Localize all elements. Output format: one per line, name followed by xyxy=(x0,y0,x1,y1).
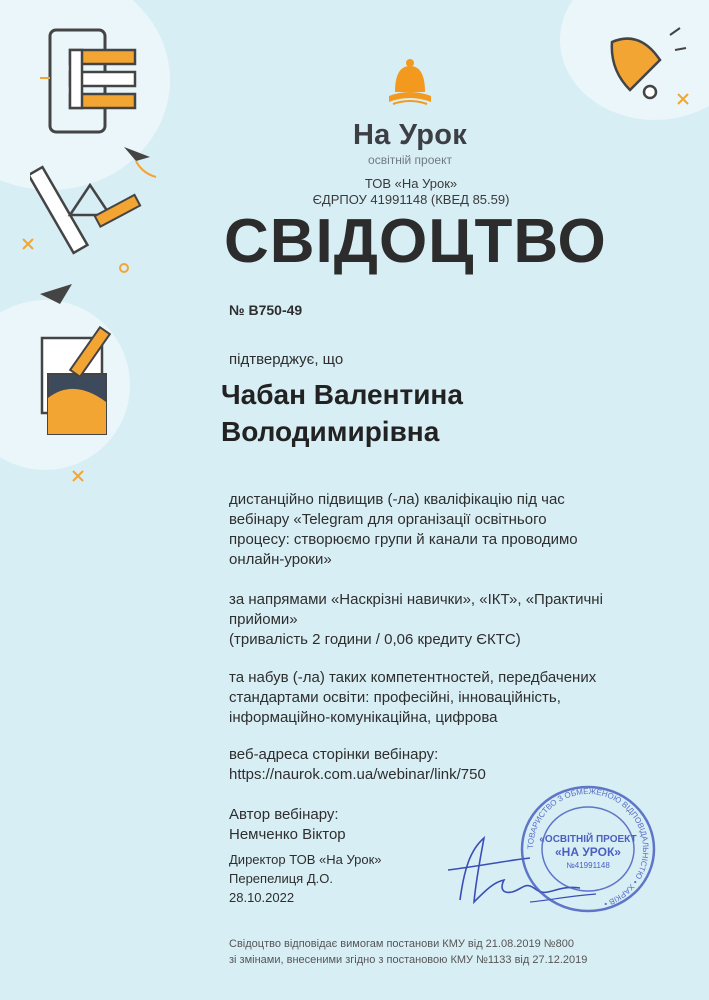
text-line: вебінару «Telegram для організації освітнього xyxy=(229,511,547,528)
paragraph-webinar-link xyxy=(229,745,486,785)
bell-icon xyxy=(590,20,690,120)
books-icon xyxy=(40,28,145,138)
stamp-ring-text: ТОВАРИСТВО З ОБМЕЖЕНОЮ ВІДПОВІДАЛЬНІСТЮ • ХАРКІВ • xyxy=(525,786,651,909)
footer-line: Свідоцтво відповідає вимогам постанови КМУ від 21.08.2019 №800 xyxy=(229,938,574,950)
cross-mark-icon xyxy=(677,93,689,105)
logo-brand: На Урок xyxy=(352,119,468,151)
text-line: інформаційно-комунікаційна, цифрова xyxy=(229,709,498,726)
ruler-pencil-icon xyxy=(30,165,150,265)
logo-tagline: освітній проект xyxy=(368,153,452,167)
text-line: онлайн-уроки» xyxy=(229,551,332,568)
text-line: та набув (-ла) таких компетентностей, передбачених xyxy=(229,669,597,686)
paragraph-qualification xyxy=(229,490,578,570)
stamp-line3: №41991148 xyxy=(566,861,610,870)
cross-mark-icon xyxy=(22,238,34,250)
paper-plane-small-icon xyxy=(38,280,78,310)
director-block xyxy=(229,850,382,907)
text-line: процесу: створюємо групи й канали та проводимо xyxy=(229,531,578,548)
circle-mark-icon xyxy=(118,262,130,274)
organization-info xyxy=(300,176,522,208)
paragraph-directions xyxy=(229,590,603,650)
text-line: прийоми» xyxy=(229,611,298,628)
webinar-link-label: веб-адреса сторінки вебінару: xyxy=(229,746,439,763)
author-block xyxy=(229,805,346,845)
text-line: дистанційно підвищив (-ла) кваліфікацію під час xyxy=(229,491,565,508)
director-label: Директор ТОВ «На Урок» xyxy=(229,852,382,867)
official-stamp xyxy=(518,784,658,914)
director-name: Перепелиця Д.О. xyxy=(229,871,333,886)
recipient-name-line1: Чабан Валентина xyxy=(221,379,463,410)
recipient-name-line2: Володимирівна xyxy=(221,416,440,447)
webinar-link[interactable]: https://naurok.com.ua/webinar/link/750 xyxy=(229,766,486,783)
text-line: стандартами освіти: професійні, інноваційність, xyxy=(229,689,561,706)
certificate-number: № B750-49 xyxy=(229,302,303,318)
organization-name: ТОВ «На Урок» xyxy=(364,176,458,191)
author-label: Автор вебінару: xyxy=(229,806,339,823)
bell-logo-icon xyxy=(387,58,433,112)
cross-mark-icon xyxy=(72,470,84,482)
organization-registry: ЄДРПОУ 41991148 (КВЕД 85.59) xyxy=(312,192,510,207)
author-name: Немченко Віктор xyxy=(229,826,346,843)
footer-note xyxy=(229,936,649,968)
recipient-name xyxy=(221,376,551,450)
naurok-logo xyxy=(340,58,480,167)
certificate-title: СВІДОЦТВО xyxy=(224,207,607,276)
footer-line: зі змінами, внесеними згідно з постановою КМУ №1133 від 27.12.2019 xyxy=(229,954,588,966)
text-line: (тривалість 2 години / 0,06 кредиту ЄКТС) xyxy=(229,631,521,648)
text-line: за напрямами «Наскрізні навички», «ІКТ», «Практичні xyxy=(229,591,603,608)
issue-date: 28.10.2022 xyxy=(229,890,295,905)
stamp-line2: «НА УРОК» xyxy=(555,845,621,859)
paragraph-competencies xyxy=(229,668,596,728)
stamp-line1: «ОСВІТНІЙ ПРОЕКТ xyxy=(539,834,637,845)
picture-pencil-icon xyxy=(34,318,129,443)
confirms-text: підтверджує, що xyxy=(229,351,344,368)
